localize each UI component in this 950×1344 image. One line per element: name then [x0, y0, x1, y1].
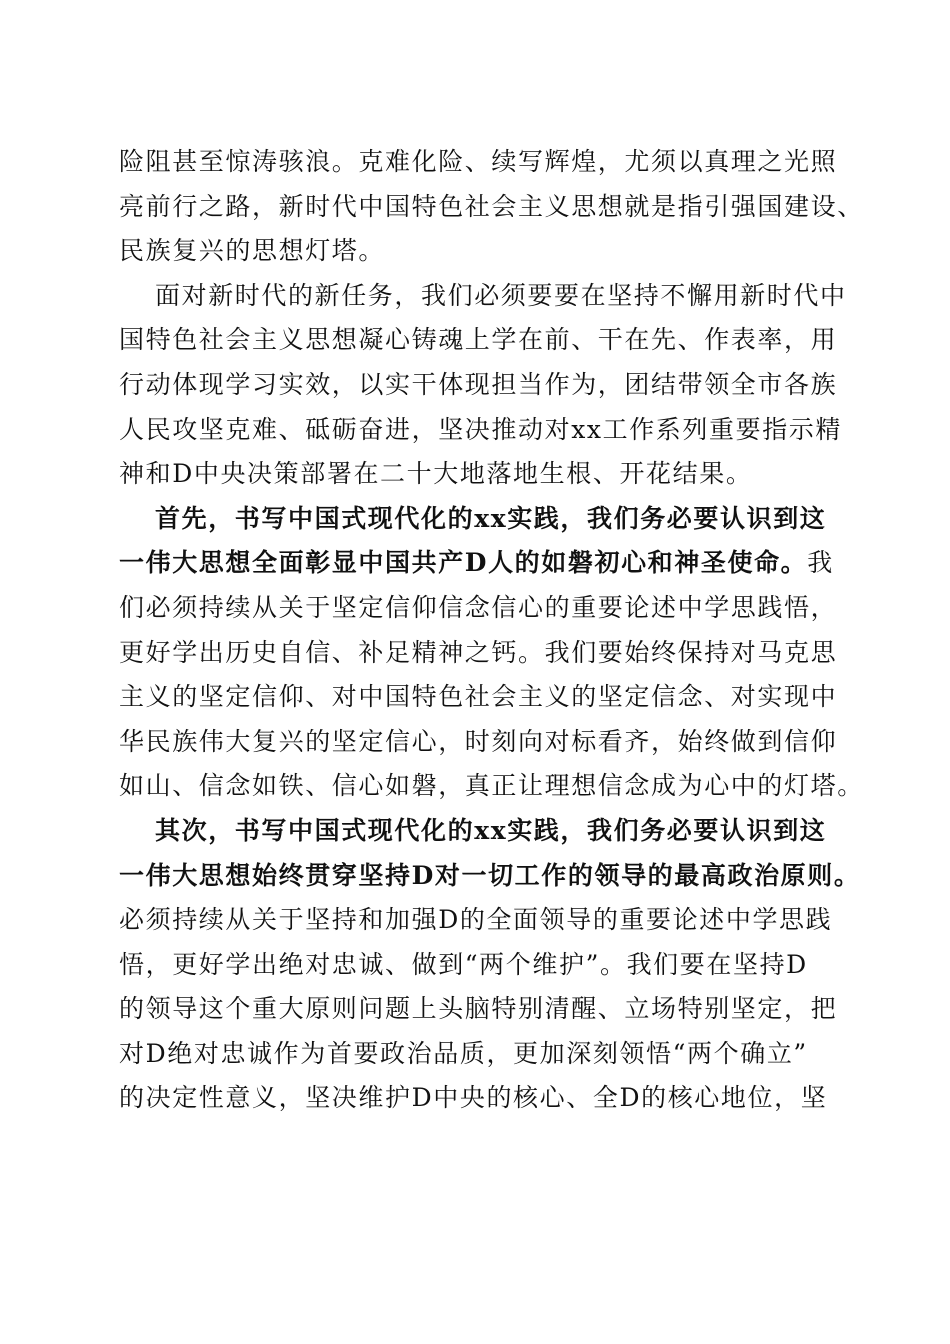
text-run: 我: [807, 548, 834, 578]
text-line: 对D绝对忠诚作为首要政治品质，更加深刻领悟“两个确立”: [119, 1038, 808, 1068]
text-line: 国特色社会主义思想凝心铸魂上学在前、干在先、作表率，用: [119, 325, 838, 355]
paragraph: [119, 497, 864, 809]
text-line: 行动体现学习实效，以实干体现担当作为，团结带领全市各族: [119, 369, 838, 399]
text-line: 必须持续从关于坚持和加强D的全面领导的重要论述中学思践: [119, 905, 833, 935]
text-line: 的领导这个重大原则问题上头脑特别清醒、立场特别坚定，把: [119, 994, 838, 1024]
text-line: 更好学出历史自信、补足精神之钙。我们要始终保持对马克思: [119, 637, 838, 667]
bold-heading-line: 其次，书写中国式现代化的xx实践，我们务必要认识到这: [155, 815, 827, 845]
text-line: 人民攻坚克难、砥砺奋进，坚决推动对xx工作系列重要指示精: [119, 414, 843, 444]
text-line: 民族复兴的思想灯塔。: [119, 236, 386, 266]
text-line: 华民族伟大复兴的坚定信心，时刻向对标看齐，始终做到信仰: [119, 726, 838, 756]
document-body: [119, 140, 864, 1121]
text-line: 如山、信念如铁、信心如磐，真正让理想信念成为心中的灯塔。: [119, 771, 864, 801]
text-line: 悟，更好学出绝对忠诚、做到“两个维护”。我们要在坚持D: [119, 949, 808, 979]
mixed-line: [119, 541, 834, 586]
paragraph: [119, 809, 861, 1121]
text-line: 主义的坚定信仰、对中国特色社会主义的坚定信念、对实现中: [119, 682, 838, 712]
paragraph: [119, 140, 864, 274]
paragraph: [119, 274, 847, 497]
bold-heading-line: 首先，书写中国式现代化的xx实践，我们务必要认识到这: [155, 503, 827, 533]
bold-heading-line: 一伟大思想始终贯穿坚持D对一切工作的领导的最高政治原则。: [119, 860, 861, 890]
text-line: 的决定性意义，坚决维护D中央的核心、全D的核心地位，坚: [119, 1083, 828, 1113]
text-line: 亮前行之路，新时代中国特色社会主义思想就是指引强国建设、: [119, 191, 864, 221]
bold-heading-text: 一伟大思想全面彰显中国共产D人的如磐初心和神圣使命。: [119, 548, 808, 578]
text-line: 险阻甚至惊涛骇浪。克难化险、续写辉煌，尤须以真理之光照: [119, 147, 838, 176]
text-line: 们必须持续从关于坚定信仰信念信心的重要论述中学思践悟，: [119, 592, 838, 622]
text-line: 神和D中央决策部署在二十大地落地生根、开花结果。: [119, 459, 753, 489]
text-line: 面对新时代的新任务，我们必须要要在坚持不懈用新时代中: [155, 280, 847, 310]
